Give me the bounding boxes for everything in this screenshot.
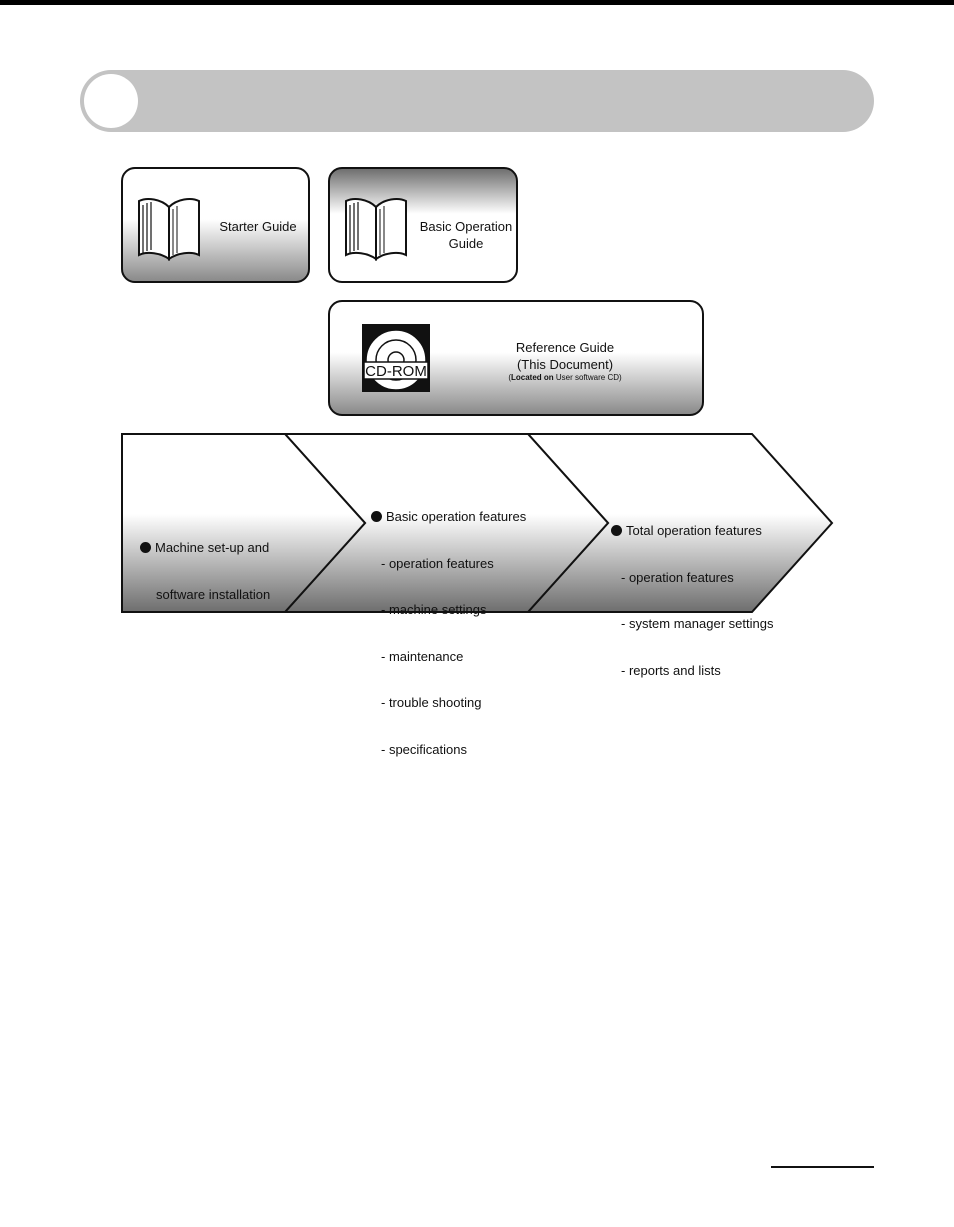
reference-guide-location-note: (Located on User software CD) xyxy=(508,373,622,382)
basic-operation-guide-label: Basic Operation Guide xyxy=(419,219,513,251)
flow-stage-1-text: Machine set-up and software installation xyxy=(140,509,270,618)
bullet-icon xyxy=(611,525,622,536)
reference-guide-label: Reference Guide (This Document) (Located on User software CD) xyxy=(470,339,660,383)
flow-stage-2-text: Basic operation features - operation features - machine settings - maintenance - trouble shooting - specifications xyxy=(371,478,526,773)
bullet-icon xyxy=(140,542,151,553)
footer-rule xyxy=(771,1166,874,1168)
bullet-icon xyxy=(371,511,382,522)
starter-guide-label: Starter Guide xyxy=(219,219,297,234)
cd-rom-label: CD-ROM xyxy=(365,363,427,380)
flow-stage-3-text: Total operation features - operation features - system manager settings - reports and lists xyxy=(611,492,773,694)
